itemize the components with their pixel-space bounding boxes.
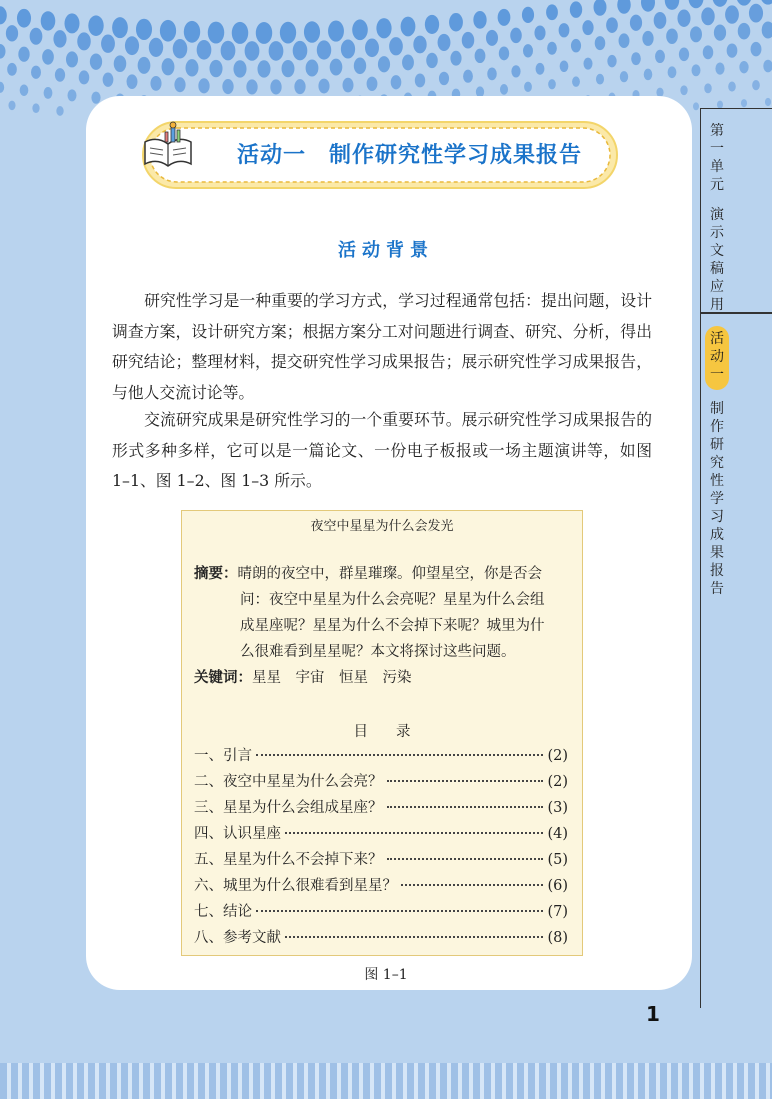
decorative-dot [749,4,763,23]
decorative-dot [44,87,53,99]
decorative-dot [655,50,665,63]
toc-row [194,821,568,847]
decorative-dot [668,66,677,78]
side-tab-divider [700,108,701,1008]
body-paragraph-1 [112,286,652,408]
decorative-dot [197,40,212,60]
toc-label: 七、结论 [194,904,252,920]
abstract-line-4: 么很难看到星星呢？本文将探讨这些问题。 [240,644,516,660]
toc-page: (2) [547,774,568,790]
abstract-text-1: 晴朗的夜空中，群星璀璨。仰望星空，你是否会 [237,566,542,582]
decorative-dot [103,73,114,87]
toc-leader-dots [285,936,543,938]
decorative-dot [90,53,102,69]
decorative-dot [741,99,747,107]
decorative-dot [714,24,726,40]
decorative-dot [66,51,78,67]
body-paragraph-2 [112,405,652,497]
decorative-dot [486,30,498,46]
section-heading: 活动背景 [338,240,434,261]
decorative-dot [644,69,653,80]
toc-label: 四、认识星座 [194,826,281,842]
decorative-dot [114,55,127,72]
toc-leader-dots [256,754,543,756]
decorative-dot [438,34,451,51]
decorative-dot [389,37,403,55]
decorative-dot [547,42,557,55]
side-tab-course: 演示文稿应用 [710,207,724,313]
decorative-dot [594,0,607,16]
decorative-dot [256,22,272,44]
decorative-dot [112,17,128,38]
decorative-dot [0,44,5,59]
decorative-dot [232,22,248,44]
decorative-dot [160,20,176,42]
decorative-dot [510,28,522,43]
decorative-dot [439,72,449,85]
side-tab-unit: 第一单元 [710,123,724,193]
decorative-dot [67,89,76,101]
toc-page: (8) [547,930,568,946]
decorative-dot [534,25,545,40]
decorative-dot [306,59,319,76]
side-tab-activity: 活动一 [710,331,724,383]
abstract-label: 摘要： [194,566,238,582]
toc-leader-dots [387,806,544,808]
decorative-dot [693,102,699,110]
side-tab-rule-top [700,108,772,109]
decorative-dot [680,85,687,95]
decorative-dot [522,7,534,23]
decorative-dot [560,60,569,72]
toc-label: 八、参考文献 [194,930,281,946]
decorative-dot [762,22,772,39]
decorative-dot [127,74,138,89]
decorative-dot [572,76,580,87]
paragraph-2-text: 交流研究成果是研究性学习的一个重要环节。展示研究性学习成果报告的形式多种多样，它可以是一篇论文、一份电子板报或一场主题演讲等，如图 1–1、图 1–2、图 1–3 所示。 [112,410,652,490]
decorative-dot [449,13,463,31]
decorative-dot [620,71,628,82]
decorative-dot [79,70,90,84]
toc-leader-dots [256,910,543,912]
toc-label: 三、星星为什么会组成星座？ [194,800,383,816]
decorative-dot [55,68,65,82]
decorative-dot [31,66,41,79]
decorative-dot [342,78,353,93]
decorative-dot [378,56,390,72]
decorative-dot [548,79,556,89]
abstract-line-3: 成星座呢？星星为什么不会掉下来呢？城里为什 [240,618,545,634]
decorative-dot [208,22,224,44]
decorative-dot [233,60,246,77]
decorative-dot [415,74,425,88]
decorative-dot [665,0,679,10]
decorative-dot [162,58,175,75]
toc-label: 六、城里为什么很难看到星星？ [194,878,397,894]
decorative-dot [198,78,209,93]
decorative-dot [125,36,139,55]
paragraph-1-text: 研究性学习是一种重要的学习方式，学习过程通常包括：提出问题，设计调查方案，设计研究方案；根据方案分工对问题进行调查、研究、分析，得出研究结论；整理材料，提交研究性学习成果报告；展示研究性学习成果报告，与他人交流讨论等。 [112,291,652,402]
toc-leader-dots [387,858,544,860]
toc-page: (3) [547,800,568,816]
decorative-dot [536,63,545,75]
figure-keywords [194,665,574,691]
decorative-dot [367,77,378,91]
decorative-dot [463,70,473,83]
decorative-dot [6,25,18,41]
toc-label: 二、夜空中星星为什么会亮？ [194,774,383,790]
decorative-dot [704,83,711,93]
decorative-dot [8,101,15,110]
decorative-dot [136,19,152,40]
toc-page: (6) [547,878,568,894]
decorative-dot [654,12,667,29]
decorative-dot [209,60,222,77]
decorative-dot [475,49,486,63]
decorative-dot [77,32,91,50]
decorative-dot [631,52,641,65]
toc-row [194,899,568,925]
toc-row [194,873,568,899]
decorative-dot [571,39,581,53]
decorative-dot [41,11,56,30]
decorative-dot [450,51,461,66]
decorative-dot [500,84,508,95]
decorative-dot [365,38,379,57]
decorative-dot [294,79,305,94]
decorative-dot [582,20,593,35]
abstract-line-2: 问：夜空中星星为什么会亮呢？星星为什么会组 [240,592,545,608]
decorative-dot [596,74,604,85]
decorative-dot [725,5,739,23]
decorative-dot [487,68,497,81]
decorative-dot [318,79,329,94]
decorative-dot [293,41,308,61]
decorative-dot [138,57,151,74]
decorative-dot [401,17,416,37]
decorative-dot [642,31,653,46]
decorative-dot [595,36,606,50]
decorative-dot [473,11,486,29]
decorative-dot [738,23,750,40]
decorative-dot [606,17,618,33]
decorative-dot [221,41,236,61]
figure-title: 夜空中星星为什么会发光 [310,519,454,534]
decorative-dot [701,7,714,25]
decorative-dot [0,82,4,93]
toc-row [194,795,568,821]
decorative-dot [7,63,17,76]
keywords-text: 星星 宇宙 恒星 污染 [252,670,412,686]
decorative-dot [246,79,257,94]
toc-page: (5) [547,852,568,868]
decorative-dot [727,43,738,57]
decorative-dot [559,23,570,37]
decorative-dot [282,60,295,77]
decorative-dot [149,38,163,57]
decorative-dot [173,39,188,58]
decorative-dot [88,15,103,36]
toc-leader-dots [285,832,543,834]
decorative-dot [498,9,511,26]
table-of-contents [194,743,568,951]
decorative-dot [425,15,439,34]
figure-1-1 [181,510,583,956]
decorative-dot [666,28,678,44]
decorative-dot [630,15,642,31]
toc-page: (2) [547,748,568,764]
decorative-bottom-stripes [0,1063,772,1099]
decorative-dot [245,41,260,61]
decorative-dot [570,1,582,18]
abstract-line-1 [194,561,574,587]
activity-title-banner [141,120,619,190]
decorative-dot [56,106,63,116]
decorative-dot [689,0,704,8]
toc-label: 一、引言 [194,748,252,764]
figure-caption: 图 1–1 [364,967,408,983]
decorative-dot [763,60,772,73]
decorative-dot [703,45,713,59]
page-number: 1 [646,1002,660,1026]
decorative-dot [222,79,233,94]
decorative-dot [752,80,760,90]
decorative-dot [511,65,520,77]
decorative-dot [739,61,748,73]
decorative-dot [641,0,655,12]
decorative-dot [619,33,630,48]
decorative-dot [0,6,7,24]
decorative-dot [376,18,391,38]
decorative-dot [269,41,284,61]
decorative-dot [101,34,115,52]
decorative-dot [499,46,509,60]
decorative-dot [736,0,752,6]
decorative-dot [186,59,199,76]
decorative-dot [257,60,270,77]
decorative-dot [607,55,616,67]
figure-abstract [194,561,574,665]
decorative-dot [617,0,630,14]
decorative-dot [174,77,185,92]
decorative-dot [715,63,724,75]
toc-page: (7) [547,904,568,920]
decorative-dot [330,59,343,76]
decorative-dot [523,44,533,57]
decorative-dot [352,19,368,40]
toc-page: (4) [547,826,568,842]
decorative-dot [413,36,426,54]
decorative-dot [712,0,727,7]
decorative-dot [328,20,344,41]
toc-row [194,769,568,795]
decorative-dot [20,84,29,95]
toc-row [194,847,568,873]
keywords-label: 关键词： [194,670,252,686]
decorative-dot [679,47,689,61]
decorative-dot [546,4,558,20]
decorative-dot [524,82,532,92]
decorative-dot [30,28,43,45]
decorative-dot [304,21,320,43]
decorative-dot [690,26,702,42]
decorative-dot [692,64,701,76]
decorative-dot [18,47,29,62]
decorative-dot [150,76,161,91]
toc-leader-dots [401,884,543,886]
decorative-dot [42,49,54,65]
decorative-dot [64,13,79,33]
decorative-dot [677,10,690,27]
decorative-dot [17,9,31,28]
decorative-dot [728,82,736,92]
decorative-dot [341,40,355,59]
open-book-icon [141,120,195,170]
decorative-dot [32,103,39,113]
decorative-dot [391,75,402,89]
decorative-dot [760,0,772,5]
decorative-dot [751,42,762,57]
toc-leader-dots [387,780,544,782]
decorative-dot [317,40,331,59]
toc-heading: 目录 [353,724,439,740]
toc-row [194,925,568,951]
activity-title: 活动一 制作研究性学习成果报告 [237,143,583,168]
decorative-dot [583,58,592,70]
decorative-dot [765,98,771,106]
decorative-dot [53,30,66,48]
decorative-dot [184,21,200,43]
decorative-dot [280,22,296,44]
toc-row [194,743,568,769]
toc-label: 五、星星为什么不会掉下来？ [194,852,383,868]
decorative-dot [426,53,438,68]
decorative-dot [270,79,281,94]
decorative-dot [462,32,474,49]
side-tab-activity-title: 制作研究性学习成果报告 [710,401,724,597]
decorative-dot [402,55,414,71]
decorative-dot [354,58,366,75]
